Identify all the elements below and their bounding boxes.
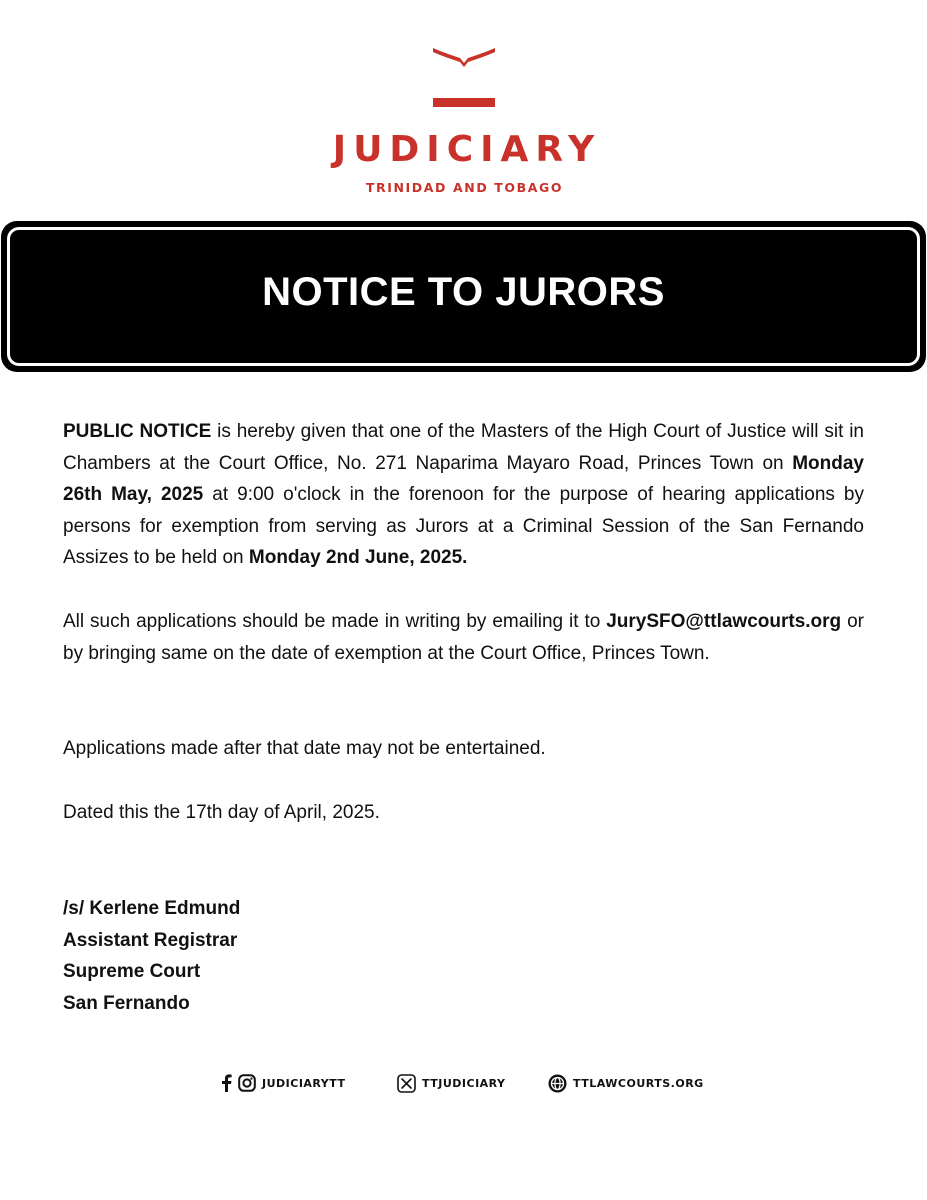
globe-icon [548, 1074, 567, 1093]
signatory-title: Assistant Registrar [63, 929, 238, 951]
notice-paragraph-3: Applications made after that date may not be entertained. [63, 738, 546, 759]
website-link: TTLAWCOURTS.ORG [573, 1076, 704, 1090]
public-notice-label: PUBLIC NOTICE [63, 421, 212, 442]
signatory-name: /s/ Kerlene Edmund [63, 898, 241, 919]
notice-paragraph-1-text: is hereby given that one of the Masters of the High Court of Justice will sit in Chambers at the Court Office, No. 271 Naparima Mayaro Road, Princes Town on [63, 421, 864, 474]
social-handle: JUDICIARYTT [262, 1076, 346, 1090]
footer-website[interactable] [548, 1072, 704, 1094]
facebook-icon [221, 1074, 232, 1092]
judiciary-logo [0, 44, 927, 195]
signatory-court: Supreme Court [63, 961, 201, 983]
notice-banner [1, 221, 926, 372]
notice-dated-line: Dated this the 17th day of April, 2025. [63, 802, 380, 823]
signatory-location: San Fernando [63, 992, 190, 1014]
judiciary-emblem-icon [429, 44, 499, 110]
x-icon [397, 1074, 416, 1093]
notice-paragraph-2-text: All such applications should be made in writing by emailing it to [63, 611, 607, 632]
banner-title: NOTICE TO JURORS [262, 270, 665, 314]
notice-paragraph-2-text-2: or by bringing same on the date of exemption at the Court Office, Princes Town. [63, 611, 864, 664]
footer-social-facebook-instagram[interactable] [221, 1072, 346, 1094]
instagram-icon [238, 1074, 256, 1092]
notice-paragraph-2 [63, 606, 864, 669]
footer-social-x[interactable] [397, 1072, 506, 1094]
jury-email-link[interactable]: JurySFO@ttlawcourts.org [606, 611, 842, 632]
notice-paragraph-1-text-2: at 9:00 o'clock in the forenoon for the purpose of hearing applications by persons for exemption from serving as Jurors at a Criminal Session of the San Fernando Assizes to be held on [63, 484, 864, 569]
judiciary-wordmark: JUDICIARY [332, 129, 602, 170]
hearing-date: Monday 26th May, 2025 [63, 452, 864, 506]
session-date: Monday 2nd June, 2025. [248, 547, 468, 569]
judiciary-subtitle: TRINIDAD AND TOBAGO [365, 180, 564, 195]
notice-paragraph-1 [63, 416, 864, 574]
x-handle: TTJUDICIARY [422, 1076, 506, 1090]
signature-block [63, 893, 240, 1019]
